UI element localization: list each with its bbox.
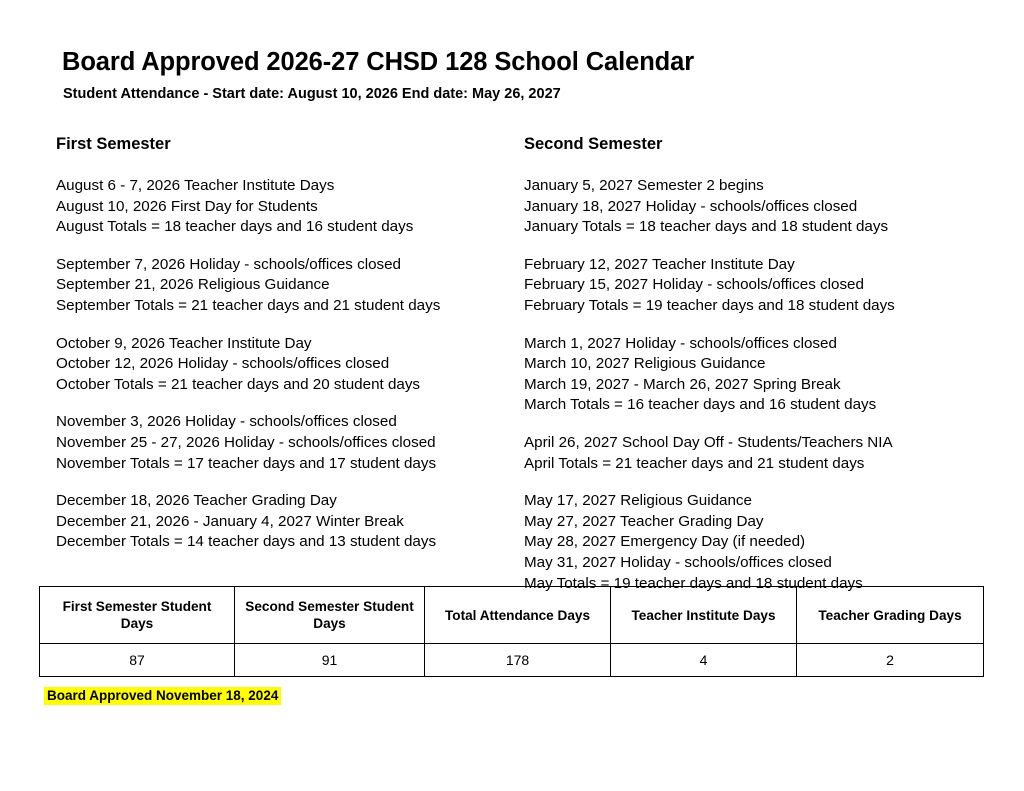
calendar-line: December 21, 2026 - January 4, 2027 Winter Break <box>56 512 404 530</box>
page-title: Board Approved 2026-27 CHSD 128 School Calendar <box>62 48 695 76</box>
calendar-line: September Totals = 21 teacher days and 21 student days <box>56 296 441 314</box>
calendar-line: September 21, 2026 Religious Guidance <box>56 276 330 294</box>
calendar-line: January 5, 2027 Semester 2 begins <box>524 177 764 194</box>
calendar-line: November 3, 2026 Holiday - schools/offices closed <box>56 413 397 431</box>
column-header-total-attendance-days: Total Attendance Days <box>425 587 611 644</box>
board-approval-note: Board Approved November 18, 2024 <box>44 687 281 705</box>
calendar-line: August 10, 2026 First Day for Students <box>56 197 318 215</box>
calendar-line: May 28, 2027 Emergency Day (if needed) <box>524 533 806 551</box>
calendar-line: March 10, 2027 Religious Guidance <box>524 355 766 373</box>
cell-first-semester-student-days: 87 <box>40 644 235 677</box>
calendar-line: October Totals = 21 teacher days and 20 student days <box>56 375 421 393</box>
column-header-second-semester-student-days: Second Semester Student Days <box>235 587 425 644</box>
calendar-line: January Totals = 18 teacher days and 18 student days <box>524 218 889 236</box>
calendar-line: October 9, 2026 Teacher Institute Day <box>56 334 312 352</box>
calendar-line: May Totals = 19 teacher days and 18 student days <box>524 574 863 592</box>
calendar-line: February 15, 2027 Holiday - schools/offices closed <box>524 276 864 294</box>
cell-second-semester-student-days: 91 <box>235 644 425 677</box>
calendar-line: May 31, 2027 Holiday - schools/offices closed <box>524 553 832 571</box>
cell-teacher-grading-days: 2 <box>797 644 984 677</box>
month-group-january <box>524 176 984 238</box>
month-group-april <box>524 433 984 474</box>
calendar-line: December Totals = 14 teacher days and 13 student days <box>56 533 437 551</box>
calendar-line: May 27, 2027 Teacher Grading Day <box>524 512 764 530</box>
month-group-december <box>56 491 516 553</box>
calendar-line: April 26, 2027 School Day Off - Students/Teachers NIA <box>524 433 893 451</box>
month-group-october <box>56 334 516 396</box>
month-group-august <box>56 176 516 238</box>
calendar-line: November 25 - 27, 2026 Holiday - schools/offices closed <box>56 433 436 451</box>
first-semester-heading: First Semester <box>56 135 171 153</box>
calendar-line: November Totals = 17 teacher days and 17 student days <box>56 454 437 472</box>
column-header-teacher-institute-days: Teacher Institute Days <box>611 587 797 644</box>
month-group-november <box>56 412 516 474</box>
table-row <box>40 644 984 677</box>
calendar-line: February 12, 2027 Teacher Institute Day <box>524 255 795 273</box>
calendar-line: October 12, 2026 Holiday - schools/offices closed <box>56 355 390 373</box>
cell-total-attendance-days: 178 <box>425 644 611 677</box>
column-header-teacher-grading-days: Teacher Grading Days <box>797 587 984 644</box>
calendar-line: March 1, 2027 Holiday - schools/offices closed <box>524 334 837 352</box>
calendar-line: April Totals = 21 teacher days and 21 student days <box>524 454 865 472</box>
first-semester-column <box>56 135 516 553</box>
calendar-line: March Totals = 16 teacher days and 16 student days <box>524 396 877 414</box>
month-group-september <box>56 255 516 317</box>
month-group-may <box>524 491 984 594</box>
calendar-line: March 19, 2027 - March 26, 2027 Spring Break <box>524 375 841 393</box>
calendar-line: January 18, 2027 Holiday - schools/offices closed <box>524 197 858 215</box>
month-group-march <box>524 334 984 416</box>
second-semester-heading: Second Semester <box>524 135 663 153</box>
month-group-february <box>524 255 984 317</box>
cell-teacher-institute-days: 4 <box>611 644 797 677</box>
calendar-line: August Totals = 18 teacher days and 16 student days <box>56 218 414 236</box>
second-semester-column <box>524 135 984 594</box>
calendar-line: August 6 - 7, 2026 Teacher Institute Days <box>56 177 335 194</box>
calendar-line: February Totals = 19 teacher days and 18 student days <box>524 296 895 314</box>
summary-table <box>39 586 984 677</box>
calendar-line: December 18, 2026 Teacher Grading Day <box>56 492 337 510</box>
table-header-row <box>40 587 984 644</box>
column-header-first-semester-student-days: First Semester Student Days <box>40 587 235 644</box>
page-subtitle: Student Attendance - Start date: August 10, 2026 End date: May 26, 2027 <box>63 86 561 102</box>
calendar-line: May 17, 2027 Religious Guidance <box>524 492 752 510</box>
calendar-line: September 7, 2026 Holiday - schools/offices closed <box>56 255 402 273</box>
